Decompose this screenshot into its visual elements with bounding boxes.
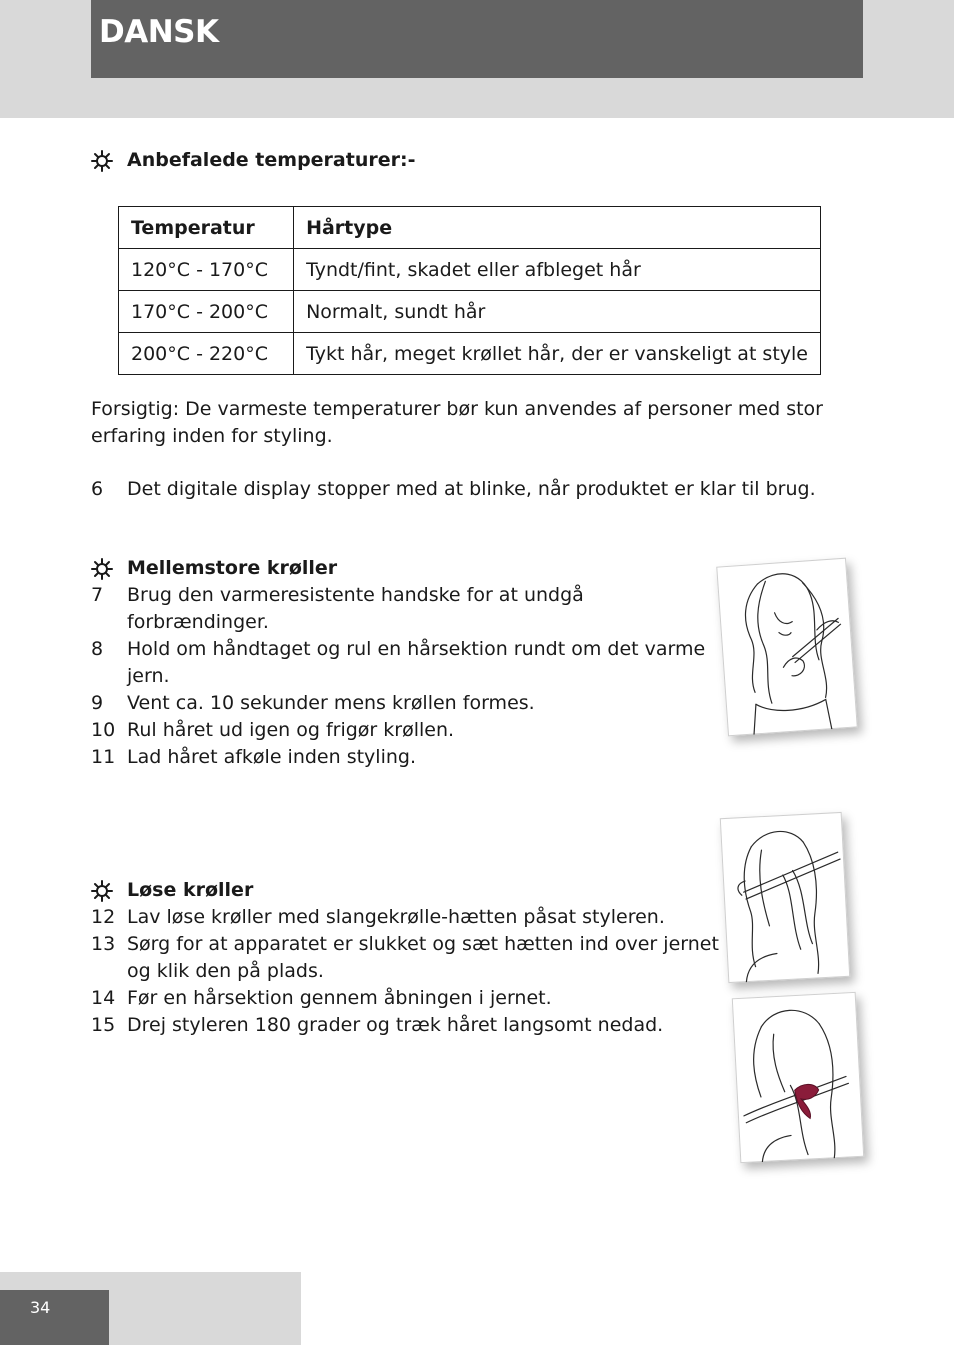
step-text: Vent ca. 10 sekunder mens krøllen formes.: [127, 692, 535, 714]
temperature-cell: 200°C - 220°C: [119, 333, 294, 375]
step-text: Brug den varmeresistente handske for at undgå: [127, 584, 584, 606]
step-text: Sørg for at apparatet er slukket og sæt hætten ind over jernet: [127, 933, 719, 955]
column-header-temperature: Temperatur: [119, 207, 294, 249]
step-text: Det digitale display stopper med at blinke, når produktet er klar til brug.: [127, 478, 816, 500]
caution-line-2: erfaring inden for styling.: [91, 425, 333, 447]
caution-line-1: Forsigtig: De varmeste temperaturer bør kun anvendes af personer med stor: [91, 398, 823, 420]
page-number-box: [0, 1290, 109, 1345]
temperature-cell: 170°C - 200°C: [119, 291, 294, 333]
language-bar: [91, 0, 863, 78]
hairtype-cell: Tyndt/fint, skadet eller afbleget hår: [294, 249, 821, 291]
step-text: Lad håret afkøle inden styling.: [127, 746, 416, 768]
loose-curl-illustration-2: [732, 992, 864, 1163]
medium-curls-heading: Mellemstore krøller: [127, 557, 338, 579]
step-text: Hold om håndtaget og rul en hårsektion rundt om det varme: [127, 638, 706, 660]
step-text: Lav løse krøller med slangekrølle-hætten påsat styleren.: [127, 906, 665, 928]
step-number: 13: [91, 933, 116, 955]
table-row: [119, 333, 821, 375]
hairtype-cell: Tykt hår, meget krøllet hår, der er vanskeligt at style: [294, 333, 821, 375]
medium-curl-illustration: [716, 558, 858, 737]
table-row: [119, 291, 821, 333]
step-number: 14: [91, 987, 116, 1009]
temperature-table: [118, 206, 821, 375]
sunburst-bullet-icon: [91, 558, 113, 580]
step-text-continued: jern.: [127, 665, 170, 687]
temperature-cell: 120°C - 170°C: [119, 249, 294, 291]
language-title: DANSK: [99, 14, 219, 50]
step-number: 11: [91, 746, 116, 768]
page-number: 34: [30, 1298, 51, 1317]
sunburst-bullet-icon: [91, 150, 113, 172]
step-text-continued: forbrændinger.: [127, 611, 269, 633]
column-header-hairtype: Hårtype: [294, 207, 821, 249]
step-number: 15: [91, 1014, 116, 1036]
step-text-continued: og klik den på plads.: [127, 960, 324, 982]
step-text: Før en hårsektion gennem åbningen i jernet.: [127, 987, 552, 1009]
step-number: 8: [91, 638, 104, 660]
step-number: 9: [91, 692, 104, 714]
table-header-row: [119, 207, 821, 249]
step-number: 6: [91, 478, 104, 500]
temperatures-heading: Anbefalede temperaturer:-: [127, 149, 416, 171]
loose-curls-heading: Løse krøller: [127, 879, 254, 901]
step-text: Drej styleren 180 grader og træk håret langsomt nedad.: [127, 1014, 664, 1036]
sunburst-bullet-icon: [91, 880, 113, 902]
step-number: 7: [91, 584, 104, 606]
step-text: Rul håret ud igen og frigør krøllen.: [127, 719, 455, 741]
loose-curl-illustration-1: [720, 812, 850, 983]
table-row: [119, 249, 821, 291]
step-number: 10: [91, 719, 116, 741]
hairtype-cell: Normalt, sundt hår: [294, 291, 821, 333]
step-number: 12: [91, 906, 116, 928]
